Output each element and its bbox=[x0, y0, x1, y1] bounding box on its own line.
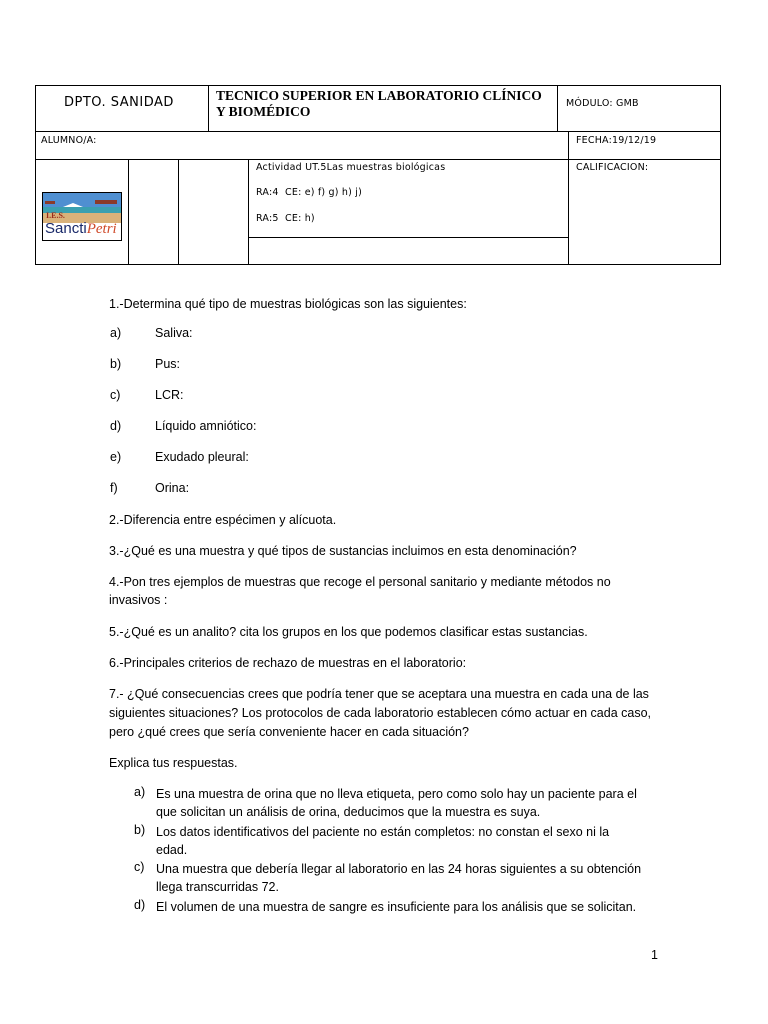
question-2: 2.-Diferencia entre espécimen y alícuota. bbox=[109, 513, 337, 527]
school-logo bbox=[42, 192, 122, 241]
q7-item-b-letter: b) bbox=[134, 823, 146, 837]
page-number: 1 bbox=[651, 948, 658, 962]
q1-item-c-text: LCR: bbox=[155, 388, 184, 402]
q1-item-d-letter: d) bbox=[110, 419, 122, 433]
q7-item-c-text: Una muestra que debería llegar al laboratorio en las 24 horas siguientes a su obtención llega transcurridas 72. bbox=[156, 862, 642, 894]
q1-item-b-letter: b) bbox=[110, 357, 122, 371]
q1-item-a-text: Saliva: bbox=[155, 326, 193, 340]
q1-item-e-letter: e) bbox=[110, 450, 122, 464]
question-4: 4.-Pon tres ejemplos de muestras que recoge el personal sanitario y mediante métodos no invasivos : bbox=[109, 575, 611, 607]
q1-item-e-text: Exudado pleural: bbox=[155, 450, 249, 464]
question-1: 1.-Determina qué tipo de muestras biológicas son las siguientes: bbox=[109, 297, 467, 311]
ra5-label: RA:5 CE: h) bbox=[256, 213, 315, 224]
q7-item-d-text: El volumen de una muestra de sangre es insuficiente para los análisis que se solicitan. bbox=[156, 900, 637, 914]
q1-item-f-letter: f) bbox=[110, 481, 118, 495]
q7-item-d-letter: d) bbox=[134, 898, 146, 912]
q1-item-c-letter: c) bbox=[110, 388, 121, 402]
q1-item-b-text: Pus: bbox=[155, 357, 181, 371]
logo-name-part-1: Sancti bbox=[45, 220, 87, 237]
module-label: MÓDULO: GMB bbox=[566, 98, 639, 109]
activity-label: Actividad UT.5Las muestras biológicas bbox=[256, 162, 446, 173]
question-6: 6.-Principales criterios de rechazo de muestras en el laboratorio: bbox=[109, 656, 467, 670]
q7-item-b-text: Los datos identificativos del paciente no están completos: no constan el sexo ni la edad. bbox=[156, 825, 610, 857]
q1-item-f-text: Orina: bbox=[155, 481, 190, 495]
logo-name bbox=[45, 220, 117, 238]
question-7: 7.- ¿Qué consecuencias crees que podría tener que se aceptara una muestra en cada una de las siguientes situaciones? Los protocolos de cada laboratorio establecen cómo actuar en cada caso, pero ¿qué crees que sería conveniente hacer en cada situación? bbox=[109, 687, 652, 739]
q7-item-a-text: Es una muestra de orina que no lleva etiqueta, pero como solo hay un paciente para el que solicitan un análisis de orina, deducimos que la muestra es suya. bbox=[156, 787, 637, 819]
grade-label: CALIFICACION: bbox=[576, 162, 649, 173]
q7-item-a-letter: a) bbox=[134, 785, 146, 799]
student-label: ALUMNO/A: bbox=[41, 135, 97, 146]
explain-label: Explica tus respuestas. bbox=[109, 756, 238, 770]
logo-small-text: I.E.S. bbox=[46, 211, 65, 220]
department-label: DPTO. SANIDAD bbox=[64, 95, 174, 110]
q7-item-c-letter: c) bbox=[134, 860, 145, 874]
course-title: TECNICO SUPERIOR EN LABORATORIO CLÍNICO Y BIOMÉDICO bbox=[216, 88, 542, 119]
q1-item-d-text: Líquido amniótico: bbox=[155, 419, 257, 433]
question-5: 5.-¿Qué es un analito? cita los grupos en los que podemos clasificar estas sustancias. bbox=[109, 625, 588, 639]
logo-name-part-2: Petri bbox=[86, 221, 117, 237]
date-label: FECHA:19/12/19 bbox=[576, 135, 657, 146]
q1-item-a-letter: a) bbox=[110, 326, 122, 340]
question-3: 3.-¿Qué es una muestra y qué tipos de sustancias incluimos en esta denominación? bbox=[109, 544, 577, 558]
ra4-label: RA:4 CE: e) f) g) h) j) bbox=[256, 187, 362, 198]
